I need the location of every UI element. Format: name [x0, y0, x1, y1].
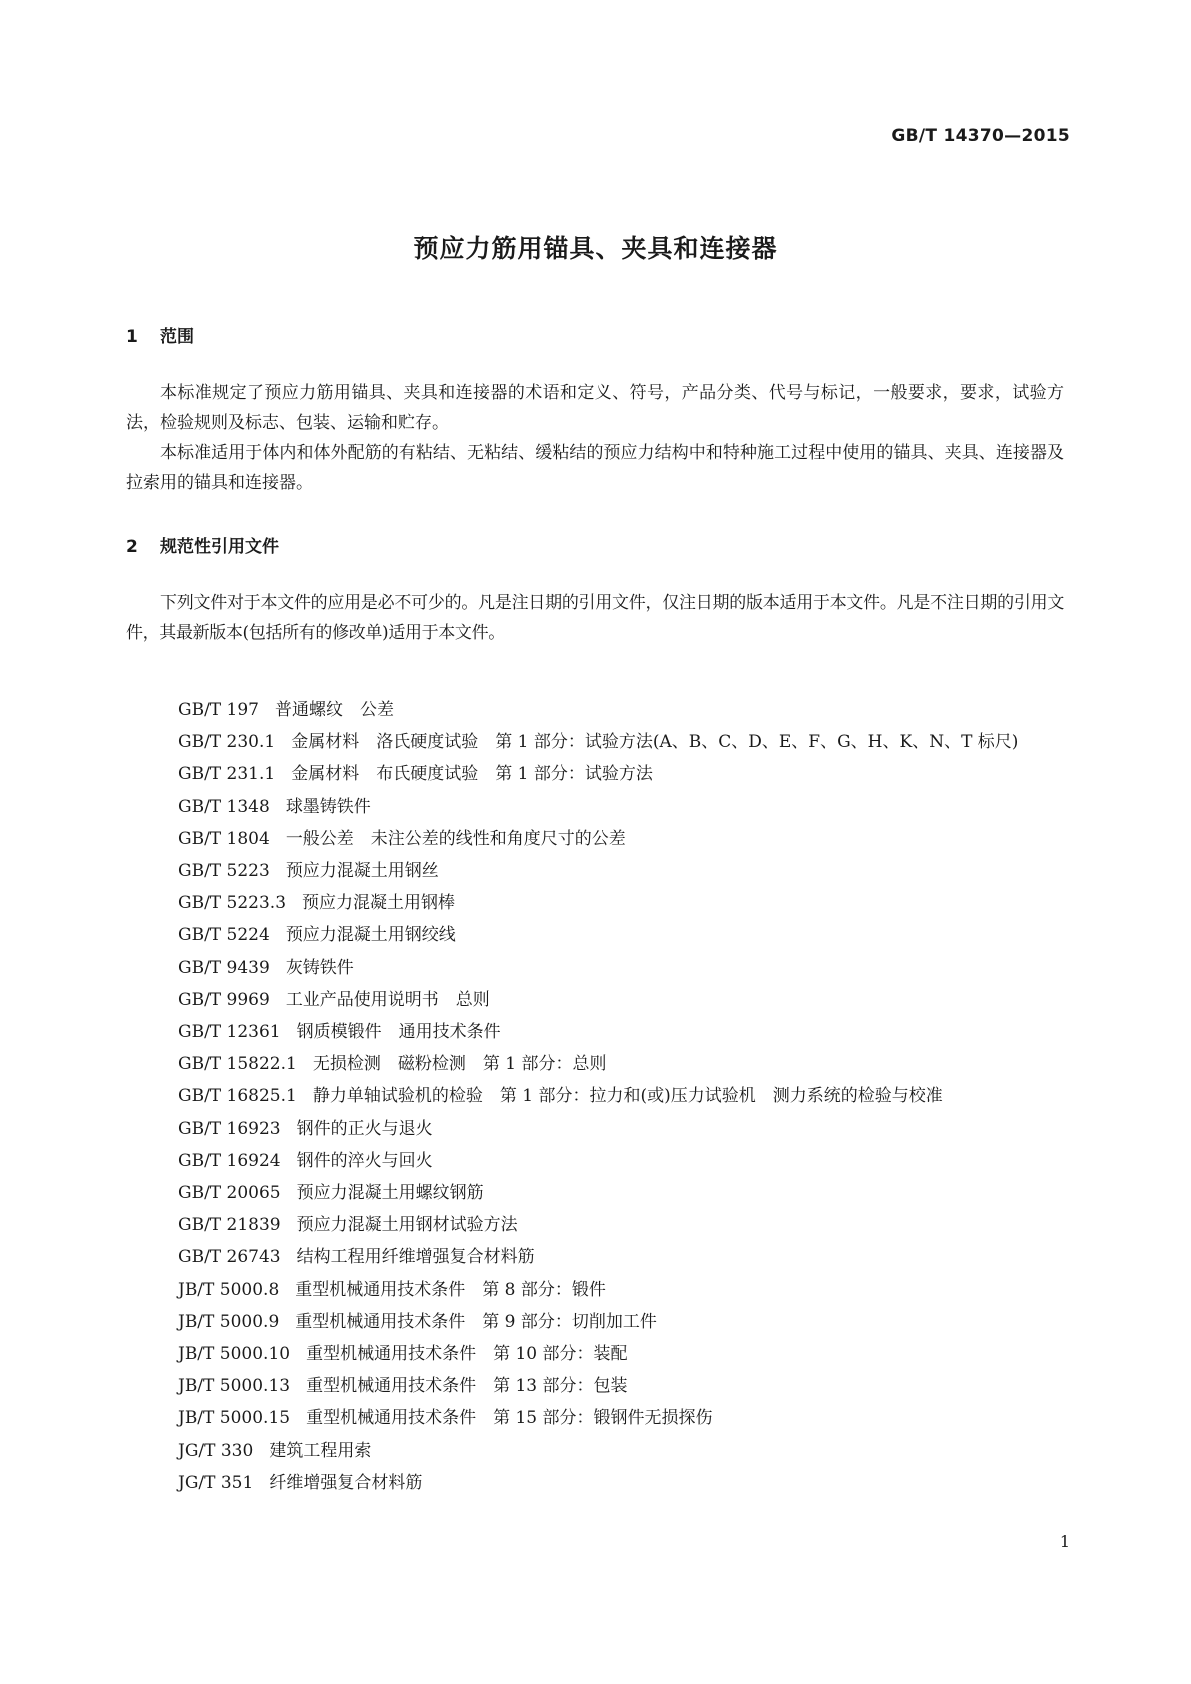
section-2-intro: 下列文件对于本文件的应用是必不可少的。凡是注日期的引用文件，仅注日期的版本适用于本文件。凡是不注日期的引用文件，其最新版本(包括所有的修改单)适用于本文件。: [126, 593, 1064, 643]
reference-title: 预应力混凝土用钢丝: [285, 861, 439, 882]
reference-item: [126, 694, 1064, 726]
reference-code: GB/T 9439: [178, 957, 270, 978]
reference-code: GB/T 21839: [178, 1215, 281, 1236]
reference-item: [126, 1016, 1064, 1048]
reference-item: [126, 1402, 1064, 1434]
reference-title: 重型机械通用技术条件 第 10 部分：装配: [306, 1344, 628, 1365]
reference-code: GB/T 5223.3: [178, 893, 287, 914]
standard-code: GB/T 14370—2015: [891, 126, 1070, 146]
reference-item: [126, 1113, 1064, 1145]
reference-title: 普通螺纹 公差: [275, 700, 394, 720]
reference-item: [126, 919, 1064, 951]
reference-code: GB/T 1804: [178, 828, 270, 849]
reference-item: [126, 887, 1064, 919]
section-2-heading: [126, 532, 279, 557]
reference-code: GB/T 20065: [178, 1183, 281, 1204]
reference-title: 重型机械通用技术条件 第 8 部分：锻件: [295, 1279, 606, 1300]
reference-item: [126, 1209, 1064, 1241]
reference-title: 重型机械通用技术条件 第 9 部分：切削加工件: [295, 1311, 657, 1332]
section-1-number: 1: [126, 327, 138, 347]
reference-code: JG/T 330: [178, 1440, 254, 1461]
reference-item: [126, 1145, 1064, 1177]
reference-code: JG/T 351: [178, 1472, 254, 1493]
reference-code: GB/T 9969: [178, 989, 270, 1010]
reference-title: 球墨铸铁件: [285, 796, 371, 817]
section-1-paragraph-1: 本标准规定了预应力筋用锚具、夹具和连接器的术语和定义、符号，产品分类、代号与标记，一般要求，要求，试验方法，检验规则及标志、包装、运输和贮存。: [126, 383, 1064, 433]
reference-code: GB/T 16924: [178, 1150, 281, 1171]
reference-code: GB/T 16923: [178, 1118, 281, 1139]
reference-item: [126, 758, 1064, 790]
document-title: 预应力筋用锚具、夹具和连接器: [413, 234, 778, 263]
reference-item: [126, 1177, 1064, 1209]
reference-item: [126, 1241, 1064, 1273]
reference-code: GB/T 230.1: [178, 732, 276, 753]
reference-item: [126, 1306, 1064, 1338]
page-number: 1: [1059, 1532, 1070, 1551]
reference-item: [126, 1080, 1064, 1112]
reference-code: JB/T 5000.15: [178, 1408, 291, 1429]
reference-code: GB/T 16825.1: [178, 1086, 297, 1107]
reference-title: 一般公差 未注公差的线性和角度尺寸的公差: [285, 828, 626, 849]
reference-code: JB/T 5000.8: [178, 1279, 280, 1300]
normative-references-list: [126, 694, 1064, 1499]
reference-code: GB/T 26743: [178, 1247, 281, 1268]
reference-item: [126, 1274, 1064, 1306]
section-1-title: 范围: [160, 327, 194, 347]
section-1-heading: [126, 322, 194, 347]
reference-item: [126, 855, 1064, 887]
section-2-title: 规范性引用文件: [160, 537, 279, 557]
reference-item: [126, 952, 1064, 984]
reference-code: GB/T 197: [178, 700, 259, 720]
reference-item: [126, 726, 1064, 758]
reference-title: 灰铸铁件: [285, 957, 354, 978]
reference-code: GB/T 231.1: [178, 764, 276, 785]
reference-title: 建筑工程用索: [269, 1440, 372, 1461]
reference-title: 钢件的正火与退火: [296, 1118, 433, 1139]
reference-item: [126, 1048, 1064, 1080]
reference-code: JB/T 5000.13: [178, 1376, 291, 1397]
reference-title: 预应力混凝土用螺纹钢筋: [296, 1183, 484, 1204]
reference-item: [126, 1435, 1064, 1467]
reference-title: 无损检测 磁粉检测 第 1 部分：总则: [312, 1054, 607, 1075]
reference-item: [126, 984, 1064, 1016]
section-2-number: 2: [126, 537, 138, 557]
reference-code: JB/T 5000.10: [178, 1344, 291, 1365]
reference-title: 金属材料 洛氏硬度试验 第 1 部分：试验方法(A、B、C、D、E、F、G、H、K、N、T 标尺): [291, 732, 1019, 753]
reference-item: [126, 791, 1064, 823]
reference-title: 预应力混凝土用钢材试验方法: [296, 1215, 518, 1236]
reference-title: 工业产品使用说明书 总则: [285, 989, 490, 1010]
reference-title: 静力单轴试验机的检验 第 1 部分：拉力和(或)压力试验机 测力系统的检验与校准: [312, 1086, 943, 1107]
reference-title: 重型机械通用技术条件 第 15 部分：锻钢件无损探伤: [306, 1408, 713, 1429]
reference-code: GB/T 1348: [178, 796, 270, 817]
reference-code: JB/T 5000.9: [178, 1311, 280, 1332]
reference-title: 预应力混凝土用钢棒: [302, 893, 456, 914]
reference-title: 重型机械通用技术条件 第 13 部分：包装: [306, 1376, 628, 1397]
reference-title: 金属材料 布氏硬度试验 第 1 部分：试验方法: [291, 764, 653, 785]
reference-item: [126, 1467, 1064, 1499]
reference-code: GB/T 15822.1: [178, 1054, 297, 1075]
reference-item: [126, 823, 1064, 855]
reference-title: 预应力混凝土用钢绞线: [285, 925, 456, 946]
reference-title: 结构工程用纤维增强复合材料筋: [296, 1247, 535, 1268]
reference-code: GB/T 5223: [178, 861, 270, 882]
reference-code: GB/T 12361: [178, 1022, 281, 1043]
reference-title: 钢质模锻件 通用技术条件: [296, 1022, 501, 1043]
reference-item: [126, 1370, 1064, 1402]
reference-title: 纤维增强复合材料筋: [269, 1472, 423, 1493]
reference-code: GB/T 5224: [178, 925, 270, 946]
reference-item: [126, 1338, 1064, 1370]
section-1-paragraph-2: 本标准适用于体内和体外配筋的有粘结、无粘结、缓粘结的预应力结构中和特种施工过程中使用的锚具、夹具、连接器及拉索用的锚具和连接器。: [126, 443, 1064, 493]
reference-title: 钢件的淬火与回火: [296, 1150, 433, 1171]
